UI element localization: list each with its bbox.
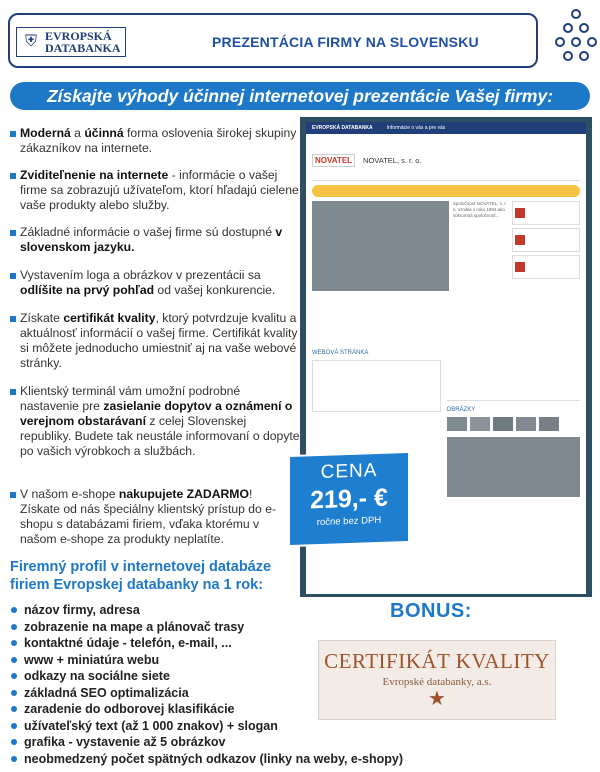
feature-3-text: Základné informácie o vašej firme sú dostupné: [20, 225, 276, 239]
list-item: [10, 602, 450, 619]
bullet-square-icon: [10, 389, 16, 395]
bullet-dot-icon: [11, 673, 17, 679]
list-item-text: www + miniatúra webu: [24, 652, 160, 667]
list-item-text: názov firmy, adresa: [24, 603, 140, 617]
feature-6: [10, 384, 300, 459]
feature-1: [10, 126, 300, 156]
bullet-dot-icon: [11, 723, 17, 729]
feature-6-bold: zasielanie dopytov a oznámení o verejnom obstarávaní: [20, 399, 293, 428]
feature-1-bold-2: účinná: [84, 126, 124, 140]
certificate-title: CERTIFIKÁT KVALITY: [324, 649, 550, 673]
feature-2-bold: Zviditeľnenie na internete: [20, 168, 169, 182]
profile-title: Firemný profil v internetovej databáze firiem Evropskej databanky na 1 rok:: [10, 559, 272, 593]
certificate-subtitle: Evropské databanky, a.s.: [382, 676, 492, 688]
screenshot-company-name: NOVATEL, s. r. o.: [363, 155, 422, 165]
bullet-dot-icon: [11, 739, 17, 745]
screenshot-images-label: OBRÁZKY: [446, 407, 476, 413]
feature-5: [10, 311, 300, 371]
bullet-dot-icon: [11, 657, 17, 663]
feature-2-text: - informácie o vašej firme sa zobrazujú užívateľom, ktorí hľadajú cielene vaše produkty alebo služby.: [20, 168, 299, 212]
screenshot-photo: [312, 201, 449, 291]
feature-1-bold-1: Moderná: [20, 126, 71, 140]
list-item-text: užívateľský text (až 1 000 znakov) + slogan: [24, 718, 278, 733]
bullet-dot-icon: [11, 624, 17, 630]
list-item: [10, 734, 450, 751]
screenshot-nav: Informácie o vás a pre vás: [386, 125, 446, 131]
feature-7-bold: nakupujete ZADARMO: [118, 487, 249, 501]
list-item-text: odkazy na sociálne siete: [24, 669, 170, 683]
feature-4-text-2: od vašej konkurencie.: [154, 283, 276, 297]
feature-6-text-2: z celej Slovenskej republiky. Budete tak neustále informovaní o dopyte po vašich výrobkoch a službách.: [20, 414, 300, 458]
feature-5-text-2: , ktorý potvrdzuje kvalitu a aktuálnosť informácií o vašej firme. Certifikát kvality si môžete jednoducho umiestniť aj na vaše webové stránky.: [20, 311, 298, 370]
feature-4-text-1: Vystavením loga a obrázkov v prezentácii sa: [20, 268, 261, 282]
decorative-dots-icon: [548, 6, 598, 66]
headline-banner: Získajte výhody účinnej internetovej prezentácie Vašej firmy:: [10, 82, 590, 110]
bullet-square-icon: [10, 173, 16, 179]
bullet-dot-icon: [11, 756, 17, 762]
evropska-databanka-logo: [16, 27, 126, 57]
list-item-text: zaradenie do odborovej klasifikácie: [24, 702, 235, 716]
feature-7: [10, 487, 290, 547]
logo-line-2: DATABANKA: [45, 41, 121, 55]
list-item-text: kontaktné údaje - telefón, e-mail, ...: [24, 636, 232, 650]
list-item-text: grafika - vystavenie až 5 obrázkov: [24, 735, 226, 749]
list-item-text: zobrazenie na mape a plánovač trasy: [24, 619, 245, 634]
header-title: PREZENTÁCIA FIRMY NA SLOVENSKU: [212, 34, 479, 50]
bullet-square-icon: [10, 273, 16, 279]
feature-2: [10, 168, 300, 213]
price-badge: [290, 453, 408, 545]
certificate-badge: [318, 640, 556, 720]
logo-emblem-icon: ⛨: [24, 33, 37, 50]
feature-3: [10, 225, 300, 255]
feature-5-text-1: Získate: [20, 311, 64, 325]
bullet-dot-icon: [11, 706, 17, 712]
star-icon: ★: [428, 688, 446, 710]
price-note: ročne bez DPH: [316, 514, 382, 529]
bullet-square-icon: [10, 492, 16, 498]
feature-3-bold: v slovenskom jazyku.: [20, 225, 283, 254]
bullet-square-icon: [10, 316, 16, 322]
price-amount: 219,- €: [310, 483, 388, 515]
bullet-square-icon: [10, 230, 16, 236]
feature-7-text-1: V našom e-shope: [20, 487, 119, 501]
logo-line-1: EVROPSKÁ: [45, 29, 112, 43]
feature-5-bold: certifikát kvality: [63, 311, 156, 325]
price-label: CENA: [320, 460, 378, 483]
screenshot-footer: [306, 566, 586, 594]
feature-1-text-2: forma oslovenia širokej skupiny zákazníkov na internete.: [20, 126, 297, 155]
list-item: [10, 619, 450, 636]
feature-4: [10, 268, 300, 298]
feature-1-text-1: a: [70, 126, 85, 140]
screenshot-top-page: EVROPSKÁ DATABANKA Informácie o vás a pre vás NOVATEL NOVATEL, s. r. o. Spoločnosť NOVATEL, s. r. o. vznikla v roku 1994 ako súkromná spoločnosť...: [306, 122, 586, 344]
bullet-dot-icon: [11, 640, 17, 646]
bullet-dot-icon: [11, 690, 17, 696]
list-item-text: základná SEO optimalizácia: [24, 685, 189, 700]
feature-4-bold: odlíšite na prvý pohľad: [20, 283, 155, 297]
screenshot-company-logo: NOVATEL: [312, 154, 355, 167]
bonus-label: BONUS:: [390, 600, 472, 622]
feature-6-text-1: Klientský terminál vám umožní podrobné nastavenie pre: [20, 384, 241, 413]
list-item-text: neobmedzený počet spätných odkazov (linky na weby, e-shopy): [24, 751, 404, 766]
bullet-dot-icon: [11, 607, 17, 613]
list-item: [10, 751, 450, 768]
bullet-square-icon: [10, 131, 16, 137]
feature-7-text-2: ! Získate od nás špeciálny klientský prístup do e-shopu s databázami firiem, vďaka ktorému v našom e-shope za produkty neplatíte.: [20, 487, 277, 546]
screenshot-web-label: WEBOVÁ STRÁNKA: [312, 350, 369, 356]
